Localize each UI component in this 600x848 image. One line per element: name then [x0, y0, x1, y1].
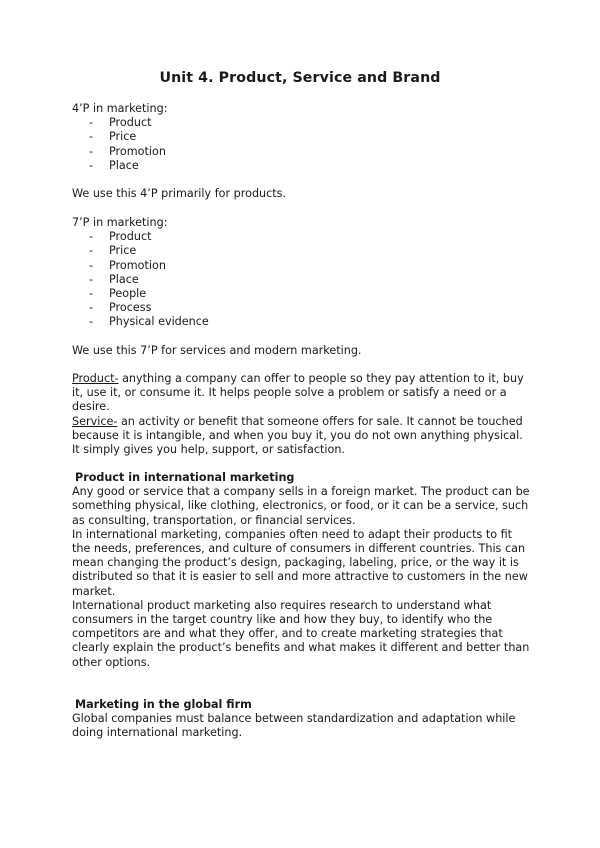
- global-heading: Marketing in the global firm: [75, 698, 252, 711]
- list-item: - Process: [89, 301, 532, 315]
- international-paragraph: International product marketing also requires research to understand what consumers in the target country like and how they buy, to identify who the competitors are and what they offer, and to create marketing strategies that clearly explain the product’s benefits and what makes it different and better than other options.: [72, 598, 530, 669]
- four-p-section: [72, 102, 532, 173]
- international-section: [72, 471, 532, 670]
- seven-p-note: We use this 7’P for services and modern marketing.: [72, 344, 362, 357]
- four-p-note-block: [72, 187, 532, 201]
- seven-p-section: [72, 216, 532, 330]
- global-paragraph: Global companies must balance between standardization and adaptation while doing international marketing.: [72, 712, 516, 740]
- service-definition: [72, 415, 532, 458]
- seven-p-list: [72, 230, 532, 329]
- four-p-heading: 4’P in marketing:: [72, 102, 168, 115]
- service-text: an activity or benefit that someone offers for sale. It cannot be touched because it is intangible, and when you buy it, you do not own anything physical. It simply gives you help, support, or satisfaction.: [72, 414, 523, 457]
- list-item: - Price: [89, 130, 532, 144]
- seven-p-note-block: [72, 344, 532, 358]
- international-heading: Product in international marketing: [75, 471, 295, 484]
- four-p-note: We use this 4’P primarily for products.: [72, 187, 287, 200]
- list-item: - Product: [89, 116, 532, 130]
- page-title: Unit 4. Product, Service and Brand: [159, 70, 441, 86]
- seven-p-heading: 7’P in marketing:: [72, 216, 168, 229]
- list-item: - Place: [89, 273, 532, 287]
- definitions-section: [72, 372, 532, 457]
- list-item: - Physical evidence: [89, 315, 532, 329]
- product-definition: [72, 372, 532, 415]
- list-item: - Product: [89, 230, 532, 244]
- four-p-list: [72, 116, 532, 173]
- international-paragraph: In international marketing, companies often need to adapt their products to fit the needs, preferences, and culture of consumers in different countries. This can mean changing the product’s design, packaging, labeling, price, or the way it is distributed so that it is easier to sell and more attractive to customers in the new market.: [72, 527, 528, 598]
- product-text: anything a company can offer to people so they pay attention to it, buy it, use it, or consume it. It helps people solve a problem or satisfy a need or a desire.: [72, 372, 524, 414]
- list-item: - Place: [89, 159, 532, 173]
- global-section: [72, 698, 532, 741]
- list-item: - Promotion: [89, 145, 532, 159]
- service-term: Service-: [72, 414, 118, 428]
- list-item: - Promotion: [89, 259, 532, 273]
- list-item: - Price: [89, 244, 532, 258]
- product-term: Product-: [72, 372, 119, 385]
- list-item: - People: [89, 287, 532, 301]
- international-paragraph: Any good or service that a company sells in a foreign market. The product can be something physical, like clothing, electronics, or food, or it can be a service, such as consulting, transportation, or financial services.: [72, 485, 530, 527]
